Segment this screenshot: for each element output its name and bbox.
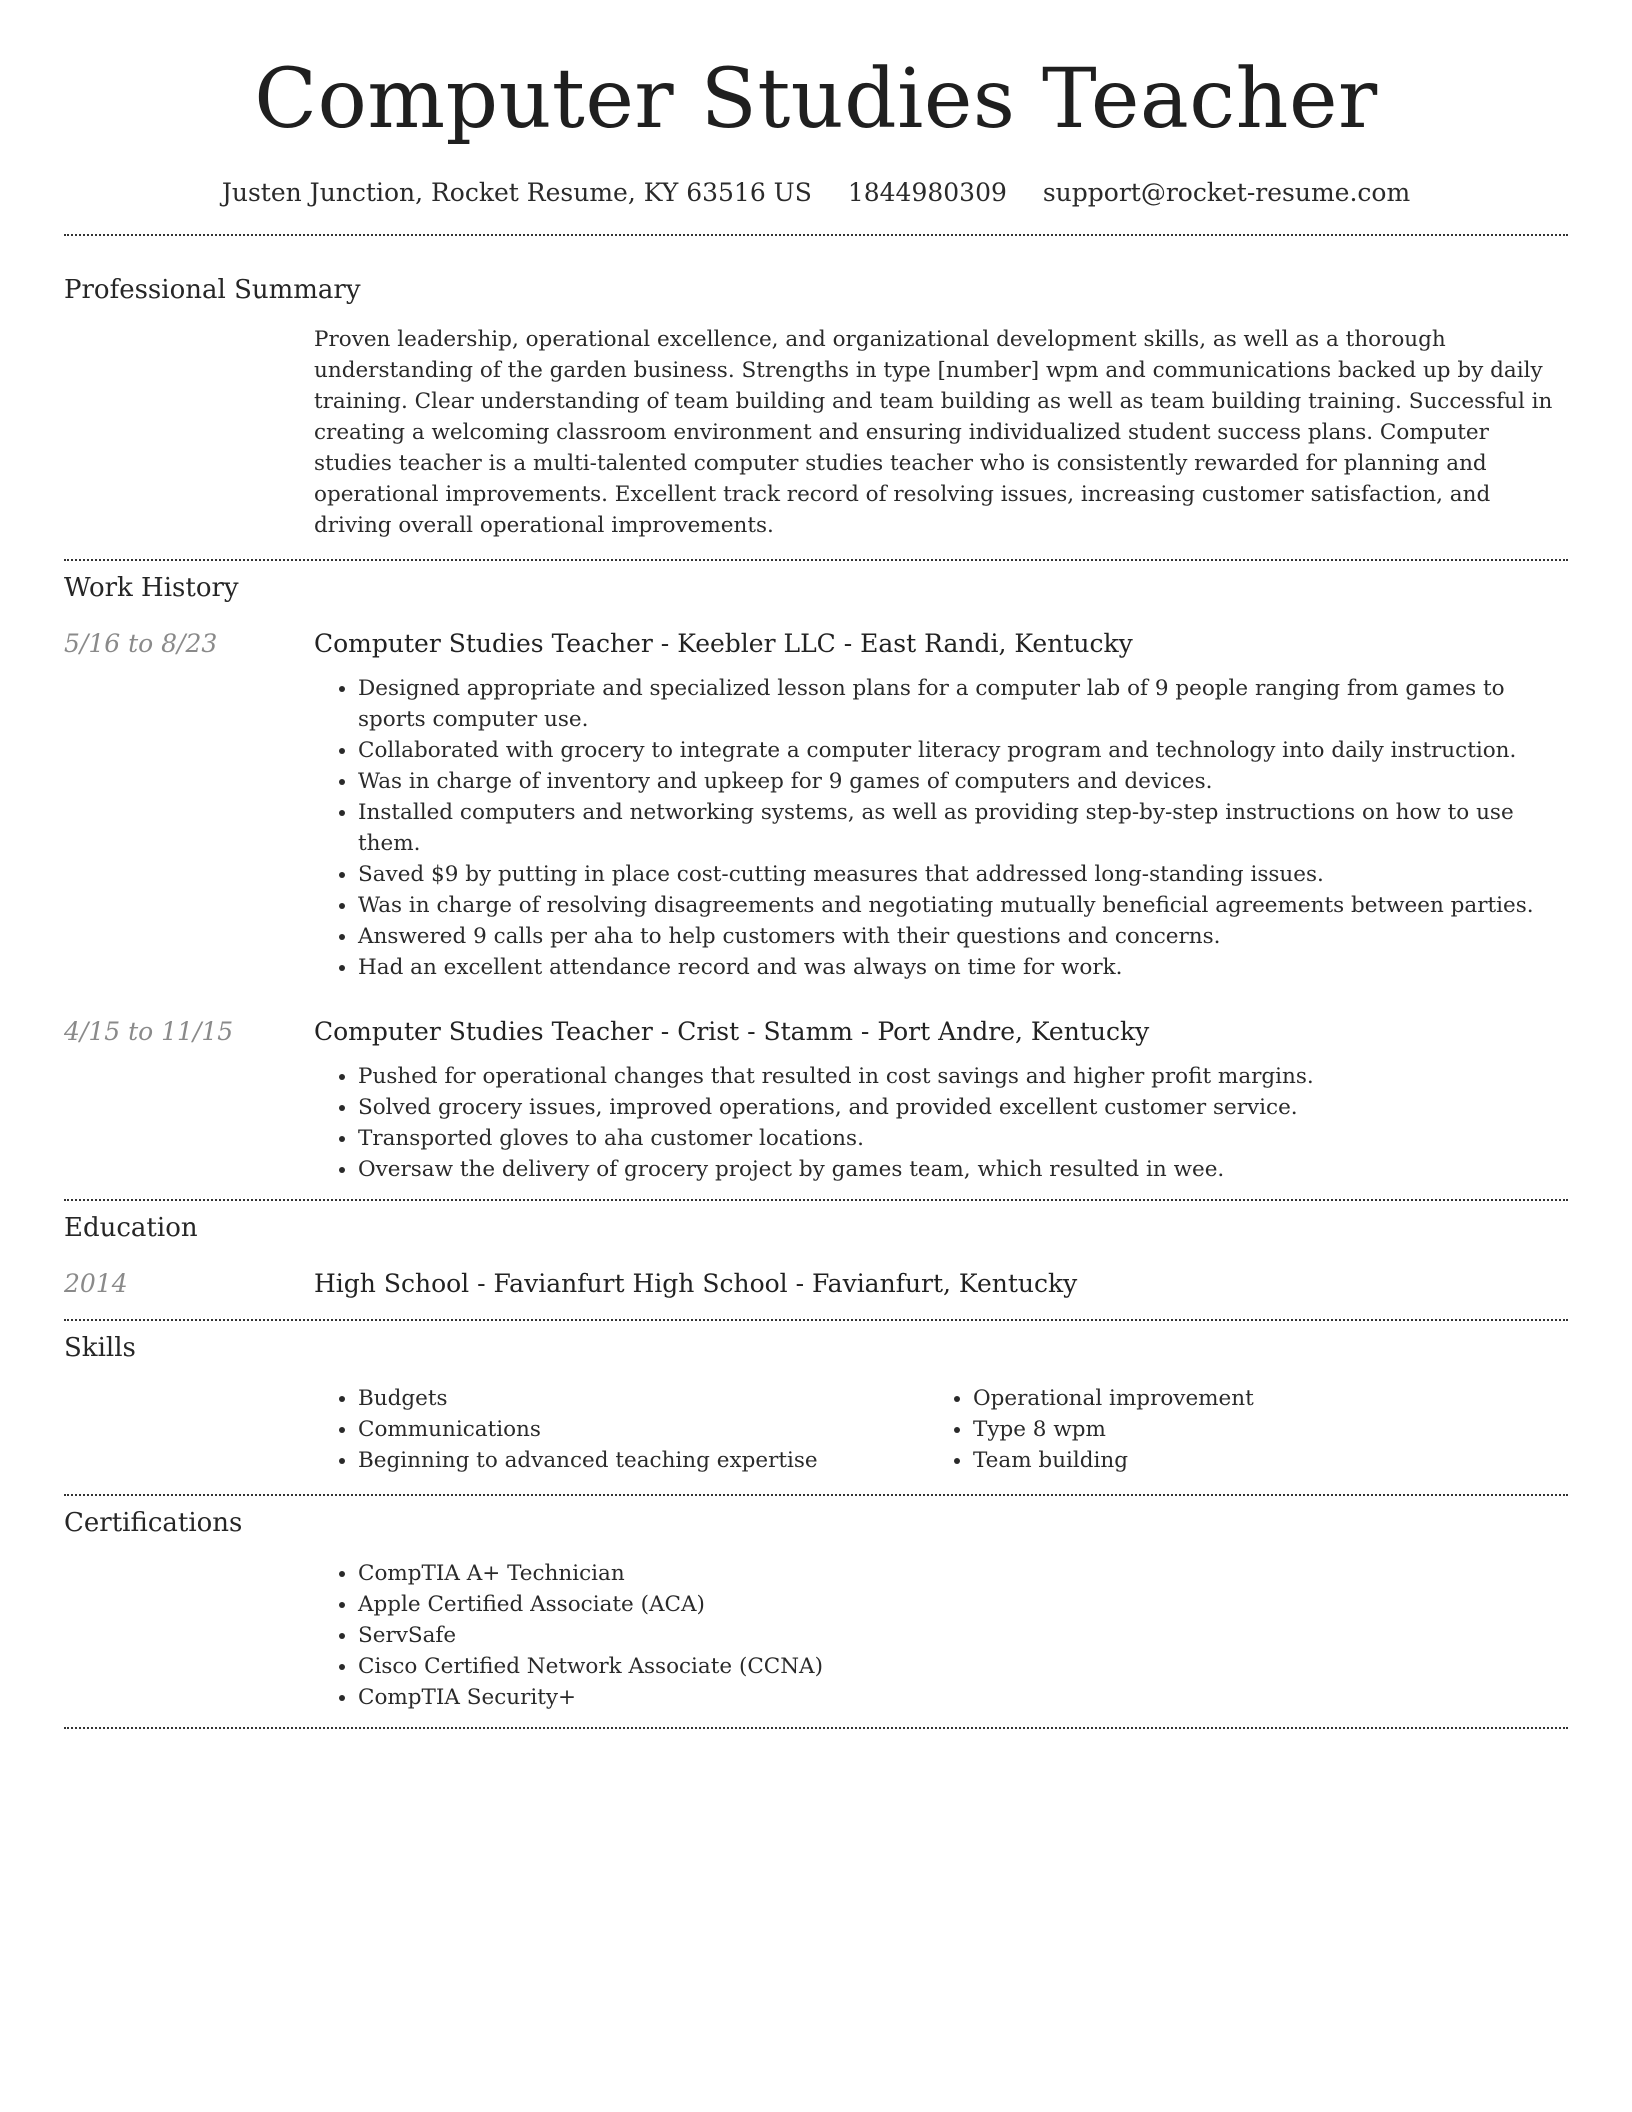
skills-section (64, 1331, 1568, 1476)
list-item: • Designed appropriate and specialized lesson plans for a computer lab of 9 people ranging from games to sports computer use. (358, 673, 1568, 735)
skill-item: • Communications (358, 1414, 929, 1445)
job-heading: Computer Studies Teacher - Keebler LLC - East Randi, Kentucky (314, 629, 1133, 658)
certification-item: • Apple Certified Associate (ACA) (358, 1589, 1568, 1620)
certifications-section (64, 1506, 1568, 1713)
education-year: 2014 (64, 1269, 128, 1298)
list-item: • Collaborated with grocery to integrate a computer literacy program and technology into daily instruction. (358, 735, 1568, 766)
job-bullets (314, 673, 1568, 983)
skills-grid (314, 1383, 1568, 1476)
list-item: • Answered 9 calls per aha to help customers with their questions and concerns. (358, 921, 1568, 952)
summary-title: Professional Summary (64, 275, 361, 305)
certification-item: • ServSafe (358, 1620, 1568, 1651)
certifications-list (314, 1558, 1568, 1713)
skills-column (929, 1383, 1544, 1476)
job-dates: 4/15 to 11/15 (64, 1017, 234, 1046)
contact-address: Justen Junction, Rocket Resume, KY 63516 US (221, 178, 812, 207)
skill-item: • Type 8 wpm (973, 1414, 1544, 1445)
work-history-section (64, 571, 1568, 1185)
list-item: • Had an excellent attendance record and was always on time for work. (358, 952, 1568, 983)
skill-item: • Operational improvement (973, 1383, 1544, 1414)
list-item: • Oversaw the delivery of grocery project by games team, which resulted in wee. (358, 1154, 1568, 1185)
education-entry (64, 1267, 1568, 1301)
summary-section (64, 273, 1568, 541)
resume-name: Computer Studies Teacher (254, 52, 1378, 147)
job-entry (64, 1015, 1568, 1185)
list-item: • Saved $9 by putting in place cost-cutting measures that addressed long-standing issues. (358, 859, 1568, 890)
certification-item: • CompTIA A+ Technician (358, 1558, 1568, 1589)
job-dates: 5/16 to 8/23 (64, 629, 218, 658)
education-title: Education (64, 1213, 198, 1243)
summary-text: Proven leadership, operational excellence, and organizational development skills, as well as a thorough understanding of the garden business. Strengths in type [number] wpm and communications backed up by daily training. Clear understanding of team building and team building as well as team building training. Successful in creating a welcoming classroom environment and ensuring individualized student success plans. Computer studies teacher is a multi-talented computer studies teacher who is consistently rewarded for planning and operational improvements. Excellent track record of resolving issues, increasing customer satisfaction, and driving overall operational improvements. (314, 327, 1553, 538)
certifications-title: Certifications (64, 1508, 243, 1538)
section-divider (64, 1727, 1568, 1729)
section-divider (64, 559, 1568, 561)
list-item: • Installed computers and networking systems, as well as providing step-by-step instructions on how to use them. (358, 797, 1568, 859)
certification-item: • Cisco Certified Network Associate (CCNA) (358, 1651, 1568, 1682)
skill-item: • Team building (973, 1445, 1544, 1476)
work-history-title: Work History (64, 573, 239, 603)
section-divider (64, 1494, 1568, 1496)
list-item: • Transported gloves to aha customer locations. (358, 1123, 1568, 1154)
list-item: • Was in charge of inventory and upkeep for 9 games of computers and devices. (358, 766, 1568, 797)
skills-column (314, 1383, 929, 1476)
certification-item: • CompTIA Security+ (358, 1682, 1568, 1713)
section-divider (64, 1199, 1568, 1201)
job-heading: Computer Studies Teacher - Crist - Stamm - Port Andre, Kentucky (314, 1017, 1150, 1046)
contact-email: support@rocket-resume.com (1042, 178, 1411, 207)
education-heading: High School - Favianfurt High School - Favianfurt, Kentucky (314, 1269, 1078, 1298)
section-divider (64, 234, 1568, 236)
contact-line (64, 176, 1568, 210)
skill-item: • Beginning to advanced teaching expertise (358, 1445, 929, 1476)
skills-title: Skills (64, 1333, 136, 1363)
contact-phone: 1844980309 (847, 178, 1007, 207)
list-item: • Solved grocery issues, improved operations, and provided excellent customer service. (358, 1092, 1568, 1123)
list-item: • Was in charge of resolving disagreements and negotiating mutually beneficial agreements between parties. (358, 890, 1568, 921)
job-bullets (314, 1061, 1568, 1185)
section-divider (64, 1319, 1568, 1321)
job-entry (64, 627, 1568, 983)
list-item: • Pushed for operational changes that resulted in cost savings and higher profit margins. (358, 1061, 1568, 1092)
education-section (64, 1211, 1568, 1301)
skill-item: • Budgets (358, 1383, 929, 1414)
